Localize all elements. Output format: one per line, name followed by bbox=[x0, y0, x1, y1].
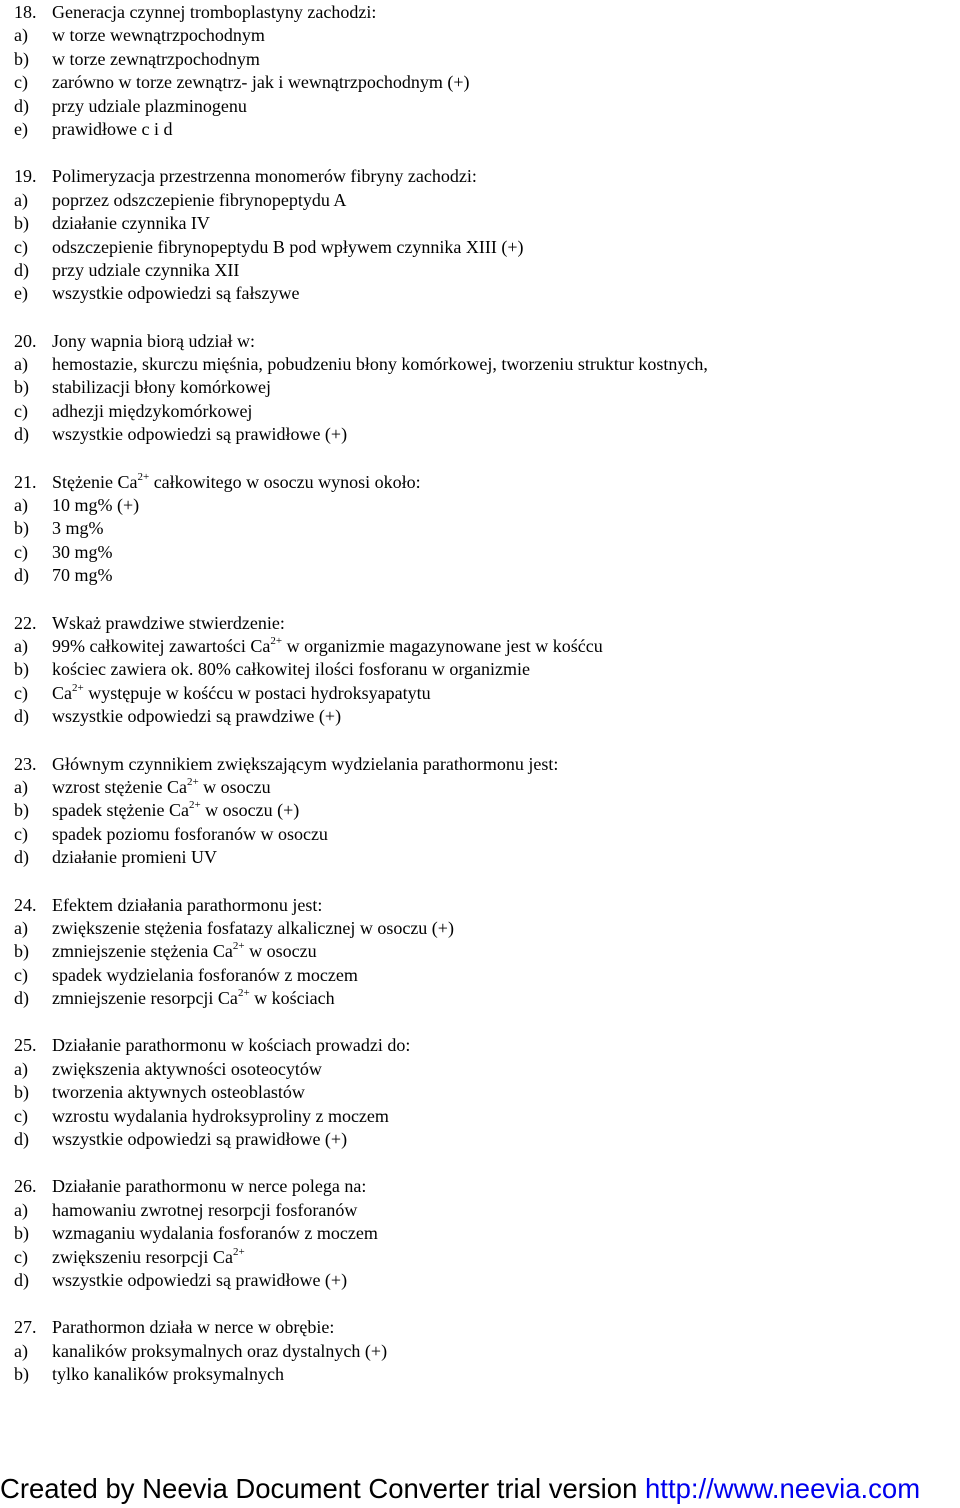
option-text: 70 mg% bbox=[52, 565, 113, 586]
option-label: d) bbox=[14, 259, 29, 280]
answer-option bbox=[14, 682, 944, 705]
option-text-part: zmniejszenie resorpcji Ca bbox=[52, 988, 238, 1009]
question-stem bbox=[14, 1, 944, 24]
answer-option bbox=[14, 1269, 944, 1292]
answer-option bbox=[14, 517, 944, 540]
question-number: 25. bbox=[14, 1035, 37, 1056]
question-stem bbox=[14, 330, 944, 353]
option-label: d) bbox=[14, 1269, 29, 1290]
option-label: b) bbox=[14, 377, 29, 398]
option-label: d) bbox=[14, 706, 29, 727]
question-text: Generacja czynnej tromboplastyny zachodzi: bbox=[52, 2, 377, 22]
question-text-part: Stężenie Ca bbox=[52, 471, 138, 492]
option-label: d) bbox=[14, 424, 29, 445]
answer-option bbox=[14, 1105, 944, 1128]
option-text: kościec zawiera ok. 80% całkowitej ilości fosforanu w organizmie bbox=[52, 659, 531, 680]
question-24 bbox=[14, 894, 944, 1011]
option-label: c) bbox=[14, 541, 28, 562]
option-label: d) bbox=[14, 847, 29, 868]
question-stem bbox=[14, 894, 944, 917]
option-label: a) bbox=[14, 189, 28, 210]
superscript-charge: 2+ bbox=[270, 634, 283, 647]
option-label: d) bbox=[14, 988, 29, 1009]
option-text: zarówno w torze zewnątrz- jak i wewnątrzpochodnym (+) bbox=[52, 72, 470, 93]
answer-option bbox=[14, 776, 944, 799]
option-text: kanalików proksymalnych oraz dystalnych (+) bbox=[52, 1340, 388, 1361]
option-label: b) bbox=[14, 518, 29, 539]
option-label: a) bbox=[14, 495, 28, 516]
question-text: Parathormon działa w nerce w obrębie: bbox=[52, 1317, 335, 1338]
answer-option bbox=[14, 564, 944, 587]
question-27 bbox=[14, 1316, 944, 1386]
option-label: b) bbox=[14, 48, 29, 69]
answer-option bbox=[14, 1246, 944, 1269]
option-label: b) bbox=[14, 1223, 29, 1244]
option-text: wszystkie odpowiedzi są prawidłowe (+) bbox=[52, 1269, 348, 1290]
question-text: Wskaż prawdziwe stwierdzenie: bbox=[52, 612, 285, 633]
question-18 bbox=[14, 1, 944, 141]
answer-option bbox=[14, 799, 944, 822]
answer-option bbox=[14, 1199, 944, 1222]
question-20 bbox=[14, 330, 944, 447]
option-text bbox=[52, 799, 944, 822]
question-number: 18. bbox=[14, 2, 37, 22]
question-text: Efektem działania parathormonu jest: bbox=[52, 894, 323, 915]
option-label: c) bbox=[14, 236, 28, 257]
option-text bbox=[52, 776, 944, 799]
option-text: tworzenia aktywnych osteoblastów bbox=[52, 1082, 305, 1103]
option-label: b) bbox=[14, 1364, 29, 1385]
answer-option bbox=[14, 940, 944, 963]
neevia-link[interactable]: http://www.neevia.com bbox=[645, 1473, 921, 1504]
answer-option bbox=[14, 964, 944, 987]
answer-option bbox=[14, 541, 944, 564]
option-text: zwiększenia aktywności osoteocytów bbox=[52, 1058, 322, 1079]
answer-option bbox=[14, 95, 944, 118]
superscript-charge: 2+ bbox=[186, 775, 199, 788]
answer-option bbox=[14, 635, 944, 658]
question-21 bbox=[14, 471, 944, 588]
option-text: spadek poziomu fosforanów w osoczu bbox=[52, 823, 328, 844]
option-label: a) bbox=[14, 635, 28, 656]
superscript-charge: 2+ bbox=[72, 681, 84, 694]
option-text: 30 mg% bbox=[52, 541, 113, 562]
option-text-part: występuje w kośćcu w postaci hydroksyapatytu bbox=[83, 682, 431, 703]
answer-option bbox=[14, 705, 944, 728]
option-text-part: w kościach bbox=[249, 988, 335, 1009]
option-text: działanie promieni UV bbox=[52, 847, 217, 868]
option-label: a) bbox=[14, 776, 28, 797]
answer-option bbox=[14, 1058, 944, 1081]
question-stem bbox=[14, 165, 944, 188]
option-label: c) bbox=[14, 72, 28, 93]
answer-option bbox=[14, 917, 944, 940]
answer-option bbox=[14, 48, 944, 71]
option-text: wzmaganiu wydalania fosforanów z moczem bbox=[52, 1223, 378, 1244]
option-label: b) bbox=[14, 659, 29, 680]
option-text: hemostazie, skurczu mięśnia, pobudzeniu błony komórkowej, tworzeniu struktur kostnych, bbox=[52, 354, 708, 375]
answer-option bbox=[14, 71, 944, 94]
question-number: 26. bbox=[14, 1176, 37, 1197]
question-stem bbox=[14, 753, 944, 776]
option-label: e) bbox=[14, 118, 28, 139]
option-label: a) bbox=[14, 917, 28, 938]
answer-option bbox=[14, 236, 944, 259]
question-text: Polimeryzacja przestrzenna monomerów fibryny zachodzi: bbox=[52, 166, 477, 187]
option-text bbox=[52, 1246, 944, 1269]
option-text: hamowaniu zwrotnej resorpcji fosforanów bbox=[52, 1199, 358, 1220]
option-label: b) bbox=[14, 213, 29, 234]
option-text: wzrostu wydalania hydroksyproliny z moczem bbox=[52, 1105, 389, 1126]
option-text: odszczepienie fibrynopeptydu B pod wpływem czynnika XIII (+) bbox=[52, 236, 524, 257]
option-label: b) bbox=[14, 941, 29, 962]
question-number: 20. bbox=[14, 330, 37, 351]
option-text: prawidłowe c i d bbox=[52, 118, 173, 139]
option-text: wszystkie odpowiedzi są prawidłowe (+) bbox=[52, 424, 348, 445]
question-stem bbox=[14, 1316, 944, 1339]
footer-text: Created by Neevia Document Converter trial version bbox=[0, 1473, 646, 1504]
option-text: poprzez odszczepienie fibrynopeptydu A bbox=[52, 189, 347, 210]
option-label: b) bbox=[14, 1082, 29, 1103]
option-label: c) bbox=[14, 400, 28, 421]
answer-option bbox=[14, 1363, 944, 1386]
answer-option bbox=[14, 259, 944, 282]
watermark-footer bbox=[0, 1470, 960, 1508]
option-text: stabilizacji błony komórkowej bbox=[52, 377, 271, 398]
option-label: c) bbox=[14, 1246, 28, 1267]
answer-option bbox=[14, 353, 944, 376]
option-text-part: w organizmie magazynowane jest w kośćcu bbox=[282, 635, 603, 656]
option-label: d) bbox=[14, 1129, 29, 1150]
option-text bbox=[52, 987, 944, 1010]
question-19 bbox=[14, 165, 944, 305]
question-text: Działanie parathormonu w nerce polega na: bbox=[52, 1176, 367, 1197]
question-stem bbox=[14, 1034, 944, 1057]
answer-option bbox=[14, 189, 944, 212]
option-text: wszystkie odpowiedzi są prawidłowe (+) bbox=[52, 1129, 348, 1150]
answer-option bbox=[14, 846, 944, 869]
question-number: 21. bbox=[14, 471, 37, 492]
answer-option bbox=[14, 1128, 944, 1151]
option-label: a) bbox=[14, 354, 28, 375]
option-text: adhezji międzykomórkowej bbox=[52, 400, 253, 421]
option-text: działanie czynnika IV bbox=[52, 213, 210, 234]
option-label: a) bbox=[14, 1058, 28, 1079]
option-label: a) bbox=[14, 1199, 28, 1220]
option-text: wszystkie odpowiedzi są prawdziwe (+) bbox=[52, 706, 342, 727]
answer-option bbox=[14, 118, 944, 141]
option-label: c) bbox=[14, 1105, 28, 1126]
answer-option bbox=[14, 823, 944, 846]
answer-option bbox=[14, 494, 944, 517]
option-text: przy udziale czynnika XII bbox=[52, 259, 240, 280]
option-text: zwiększenie stężenia fosfatazy alkalicznej w osoczu (+) bbox=[52, 917, 454, 938]
option-text: w torze zewnątrzpochodnym bbox=[52, 48, 260, 69]
option-text: w torze wewnątrzpochodnym bbox=[52, 25, 265, 46]
answer-option bbox=[14, 400, 944, 423]
question-26 bbox=[14, 1175, 944, 1292]
question-text: Jony wapnia biorą udział w: bbox=[52, 330, 255, 351]
option-text: 3 mg% bbox=[52, 518, 104, 539]
answer-option bbox=[14, 282, 944, 305]
answer-option bbox=[14, 376, 944, 399]
question-text: Głównym czynnikiem zwiększającym wydzielania parathormonu jest: bbox=[52, 753, 559, 774]
option-text bbox=[52, 635, 944, 658]
question-25 bbox=[14, 1034, 944, 1151]
superscript-charge: 2+ bbox=[188, 799, 201, 812]
answer-option bbox=[14, 1340, 944, 1363]
document-page bbox=[14, 0, 944, 1411]
question-number: 27. bbox=[14, 1317, 37, 1338]
question-text: Działanie parathormonu w kościach prowadzi do: bbox=[52, 1035, 411, 1056]
option-text-part: Ca bbox=[52, 682, 72, 703]
question-number: 19. bbox=[14, 166, 37, 187]
option-label: c) bbox=[14, 823, 28, 844]
option-text-part: zwiększeniu resorpcji Ca bbox=[52, 1246, 233, 1267]
option-text-part: zmniejszenie stężenia Ca bbox=[52, 941, 233, 962]
option-text-part: w osoczu bbox=[244, 941, 317, 962]
superscript-charge: 2+ bbox=[232, 940, 245, 953]
option-text: spadek wydzielania fosforanów z moczem bbox=[52, 964, 358, 985]
option-text: przy udziale plazminogenu bbox=[52, 95, 247, 116]
option-label: a) bbox=[14, 25, 28, 46]
answer-option bbox=[14, 423, 944, 446]
answer-option bbox=[14, 1222, 944, 1245]
question-stem bbox=[14, 612, 944, 635]
superscript-charge: 2+ bbox=[237, 987, 250, 1000]
question-number: 24. bbox=[14, 894, 37, 915]
option-text: tylko kanalików proksymalnych bbox=[52, 1364, 284, 1385]
option-label: d) bbox=[14, 565, 29, 586]
option-text-part: spadek stężenie Ca bbox=[52, 800, 189, 821]
answer-option bbox=[14, 1081, 944, 1104]
question-text-part: całkowitego w osoczu wynosi około: bbox=[149, 471, 421, 492]
question-22 bbox=[14, 612, 944, 729]
option-label: d) bbox=[14, 95, 29, 116]
answer-option bbox=[14, 658, 944, 681]
option-text-part: w osoczu (+) bbox=[200, 800, 300, 821]
option-label: a) bbox=[14, 1340, 28, 1361]
question-23 bbox=[14, 753, 944, 870]
option-label: b) bbox=[14, 800, 29, 821]
option-text bbox=[52, 940, 944, 963]
question-number: 22. bbox=[14, 612, 37, 633]
answer-option bbox=[14, 987, 944, 1010]
option-text-part: w osoczu bbox=[198, 776, 271, 797]
option-label: e) bbox=[14, 283, 28, 304]
question-number: 23. bbox=[14, 753, 37, 774]
option-text: wszystkie odpowiedzi są fałszywe bbox=[52, 283, 300, 304]
option-text: 10 mg% (+) bbox=[52, 495, 140, 516]
answer-option bbox=[14, 212, 944, 235]
option-text-part: 99% całkowitej zawartości Ca bbox=[52, 635, 271, 656]
question-stem bbox=[14, 1175, 944, 1198]
superscript-charge: 2+ bbox=[232, 1245, 245, 1258]
option-label: c) bbox=[14, 964, 28, 985]
superscript-charge: 2+ bbox=[137, 470, 150, 483]
answer-option bbox=[14, 24, 944, 47]
option-text-part: wzrost stężenie Ca bbox=[52, 776, 187, 797]
question-stem bbox=[14, 471, 944, 494]
option-text bbox=[52, 682, 944, 705]
option-label: c) bbox=[14, 682, 28, 703]
question-text bbox=[52, 471, 944, 494]
